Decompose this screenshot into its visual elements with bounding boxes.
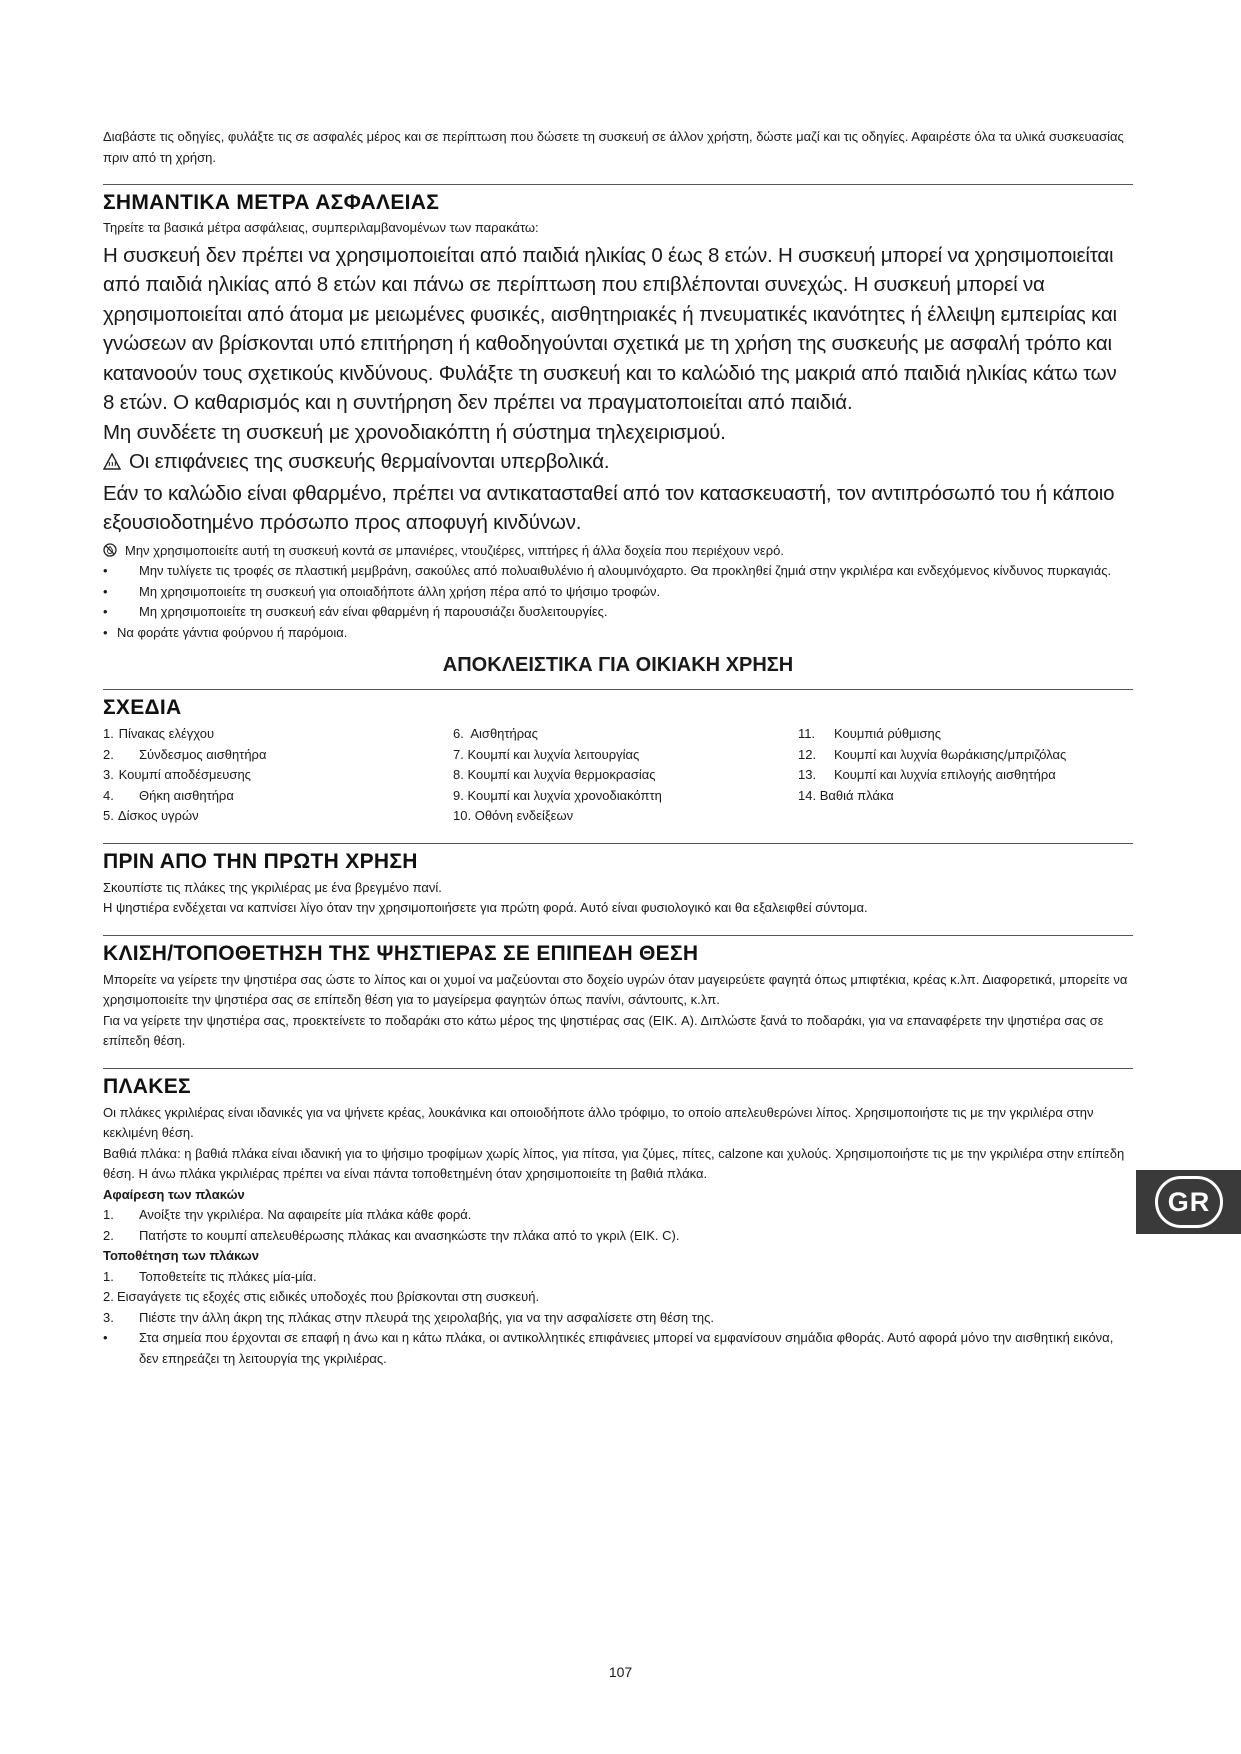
tilt-section <box>103 935 1133 968</box>
parts-title: ΣΧΕΔΙΑ <box>103 696 182 719</box>
safety-children-paragraph: Η συσκευή δεν πρέπει να χρησιμοποιείται από παιδιά ηλικίας 0 έως 8 ετών. Η συσκευή μπορεί να χρησιμοποιείται από παιδιά ηλικίας από 8 ετών και πάνω σε περίπτωση που επιβλέπονται συνεχώς. Η συσκευή μπορεί να χρησιμοποιείται από άτομα με μειωμένες φυσικές, αισθητηριακές ή πνευματικές ικανότητες ή έλλειψη εμπειρίας και γνώσεων αν βρίσκονται υπό επιτήρηση ή καθοδηγούνται σχετικά με τη χρήση της συσκευής με ασφαλή τρόπο και κατανοούν τους σχετικούς κινδύνους. Φυλάξτε τη συσκευή και το καλώδιό της μακριά από παιδιά ηλικίας κάτω των 8 ετών. Ο καθαρισμός και η συντήρηση δεν πρέπει να πραγματοποιείται από παιδιά. <box>103 243 1117 414</box>
part-item: 14. Βαθιά πλάκα <box>798 787 894 803</box>
part-item: 4. Θήκη αισθητήρα <box>103 787 234 803</box>
safety-timer-paragraph: Μη συνδέετε τη συσκευή με χρονοδιακόπτη ή σύστημα τηλεχειρισμού. <box>103 420 726 444</box>
remove-plates-title: Αφαίρεση των πλακών <box>103 1186 245 1202</box>
language-badge-label: GR <box>1155 1176 1223 1228</box>
parts-column-3 <box>798 724 1133 827</box>
safety-section <box>103 184 1133 217</box>
parts-column-2 <box>453 724 798 827</box>
safety-cord-paragraph: Εάν το καλώδιο είναι φθαρμένο, πρέπει να αντικατασταθεί από τον κατασκευαστή, τον αντιπρόσωπό του ή κάποιο εξουσιοδοτημένο πρόσωπο προς αποφυγή κινδύνων. <box>103 481 1115 534</box>
place-step-3: 3. Πιέστε την άλλη άκρη της πλάκας στην πλευρά της χειρολαβής, για να την ασφαλίσετε στη θέση της. <box>103 1309 715 1325</box>
safety-bullet-3: • Μη χρησιμοποιείτε τη συσκευή εάν είναι φθαρμένη ή παρουσιάζει δυσλειτουργίες. <box>103 604 608 619</box>
part-item: 10. Οθόνη ενδείξεων <box>453 808 574 823</box>
part-item: 5. Δίσκος υγρών <box>103 808 199 823</box>
part-item: 9. Κουμπί και λυχνία χρονοδιακόπτη <box>453 787 662 803</box>
part-item: 7. Κουμπί και λυχνία λειτουργίας <box>453 746 640 762</box>
water-warning-text: Μην χρησιμοποιείτε αυτή τη συσκευή κοντά σε μπανιέρες, ντουζιέρες, νιπτήρες ή άλλα δοχεία που περιέχουν νερό. <box>125 542 784 558</box>
tilt-text-1: Μπορείτε να γείρετε την ψηστιέρα σας ώστε το λίπος και οι χυμοί να μαζεύονται στο δοχείο υγρών όταν μαγειρεύετε φαγητά όπως μπιφτέκια, κρέας κ.λπ. Διαφορετικά, μπορείτε να χρησιμοποιείτε την ψηστιέρα σας σε επίπεδη θέση για το μαγείρεμα φαγητών όπως πανίνι, σάντουιτς, κ.λπ. <box>103 971 1128 1007</box>
part-item: 12. Κουμπί και λυχνία θωράκισης/μπριζόλας <box>798 746 1067 762</box>
parts-section <box>103 689 1133 722</box>
plates-text-2: Βαθιά πλάκα: η βαθιά πλάκα είναι ιδανική για το ψήσιμο τροφίμων χωρίς λίπος, για πίτσα, για ζύμες, πίτες, calzone και χυλούς. Χρησιμοποιήστε τις με την γκριλιέρα στην επίπεδη θέση. Η άνω πλάκα γκριλιέρας πρέπει να είναι πάντα τοποθετημένη όταν χρησιμοποιείτε τη βαθιά πλάκα. <box>103 1145 1125 1181</box>
part-item: 13. Κουμπί και λυχνία επιλογής αισθητήρα <box>798 767 1056 782</box>
no-water-icon <box>103 541 125 562</box>
place-step-1: 1. Τοποθετείτε τις πλάκες μία-μία. <box>103 1268 317 1284</box>
first-use-title: ΠΡΙΝ ΑΠΟ ΤΗΝ ΠΡΩΤΗ ΧΡΗΣΗ <box>103 849 418 873</box>
plates-note: • Στα σημεία που έρχονται σε επαφή η άνω και η κάτω πλάκα, οι αντικολλητικές επιφάνειες μπορεί να εμφανίσουν σημάδια φθοράς. Αυτό αφορά μόνο την αισθητική εικόνα, δεν επηρεάζει τη λειτουργία της γκριλιέρας. <box>103 1330 1114 1366</box>
part-item: 1. Πίνακας ελέγχου <box>103 726 215 741</box>
tilt-text-2: Για να γείρετε την ψηστιέρα σας, προεκτείνετε το ποδαράκι στο κάτω μέρος της ψηστιέρας σας (ΕΙΚ. A). Διπλώστε ξανά το ποδαράκι, για να επαναφέρετε την ψηστιέρα σας σε επίπεδη θέση. <box>103 1012 1104 1048</box>
part-item: 6. Αισθητήρας <box>453 726 538 741</box>
safety-hot-surface-paragraph <box>103 447 1133 479</box>
safety-bullet-4: • Να φοράτε γάντια φούρνου ή παρόμοια. <box>103 624 348 640</box>
part-item: 8. Κουμπί και λυχνία θερμοκρασίας <box>453 767 656 782</box>
plates-text-1: Οι πλάκες γκριλιέρας είναι ιδανικές για να ψήνετε κρέας, λουκάνικα και οποιοδήποτε άλλο τρόφιμο, το οποίο απελευθερώνει λίπος. Χρησιμοποιήστε τις με την γκριλιέρα στην κεκλιμένη θέση. <box>103 1104 1094 1140</box>
tilt-title: ΚΛΙΣΗ/ΤΟΠΟΘΕΤΗΣΗ ΤΗΣ ΨΗΣΤΙΕΡΑΣ ΣΕ ΕΠΙΠΕΔΗ ΘΕΣΗ <box>103 941 699 965</box>
first-use-section <box>103 843 1133 876</box>
first-use-text-1: Σκουπίστε τις πλάκες της γκριλιέρας με ένα βρεγμένο πανί. <box>103 879 442 895</box>
page-number: 107 <box>608 1664 633 1680</box>
remove-step-2: 2. Πατήστε το κουμπί απελευθέρωσης πλάκας και ανασηκώστε την πλάκα από το γκριλ (ΕΙΚ. C). <box>103 1227 680 1243</box>
part-item: 3. Κουμπί αποδέσμευσης <box>103 767 251 782</box>
intro-text: Διαβάστε τις οδηγίες, φυλάξτε τις σε ασφαλές μέρος και σε περίπτωση που δώσετε τη συσκευή σε άλλον χρήστη, δώστε μαζί και τις οδηγίες. Αφαιρέστε όλα τα υλικά συσκευασίας πριν από τη χρήση. <box>103 129 1124 165</box>
place-step-2: 2. Εισαγάγετε τις εξοχές στις ειδικές υποδοχές που βρίσκονται στη συσκευή. <box>103 1289 540 1304</box>
plates-title: ΠΛΑΚΕΣ <box>103 1074 191 1098</box>
water-warning <box>103 541 1133 562</box>
first-use-text-2: Η ψηστιέρα ενδέχεται να καπνίσει λίγο όταν την χρησιμοποιήσετε για πρώτη φορά. Αυτό είναι φυσιολογικό και θα εξαλειφθεί σύντομα. <box>103 900 868 915</box>
language-badge <box>1136 1170 1241 1234</box>
plates-section <box>103 1068 1133 1101</box>
remove-step-1: 1. Ανοίξτε την γκριλιέρα. Να αφαιρείτε μία πλάκα κάθε φορά. <box>103 1207 472 1222</box>
place-plates-title: Τοποθέτηση των πλάκων <box>103 1248 259 1263</box>
hot-surface-text: Οι επιφάνειες της συσκευής θερμαίνονται υπερβολικά. <box>129 450 610 473</box>
hot-surface-warning-icon <box>103 449 121 479</box>
manual-page <box>103 126 1133 1369</box>
parts-list <box>103 724 1133 827</box>
safety-subtitle: Τηρείτε τα βασικά μέτρα ασφάλειας, συμπεριλαμβανομένων των παρακάτω: <box>103 220 539 235</box>
safety-bullet-1: • Μην τυλίγετε τις τροφές σε πλαστική μεμβράνη, σακούλες από πολυαιθυλένιο ή αλουμινόχαρτο. Θα προκληθεί ζημιά στην γκριλιέρα και ενδεχόμενος κίνδυνος πυρκαγιάς. <box>103 563 1112 578</box>
household-use-title: ΑΠΟΚΛΕΙΣΤΙΚΑ ΓΙΑ ΟΙΚΙΑΚΗ ΧΡΗΣΗ <box>442 654 794 676</box>
parts-column-1 <box>103 724 453 827</box>
part-item: 11. Κουμπιά ρύθμισης <box>798 726 941 741</box>
safety-bullet-2: • Μη χρησιμοποιείτε τη συσκευή για οποιαδήποτε άλλη χρήση πέρα από το ψήσιμο τροφών. <box>103 583 661 599</box>
safety-title: ΣΗΜΑΝΤΙΚΑ ΜΕΤΡΑ ΑΣΦΑΛΕΙΑΣ <box>103 191 440 214</box>
part-item: 2. Σύνδεσμος αισθητήρα <box>103 746 267 762</box>
